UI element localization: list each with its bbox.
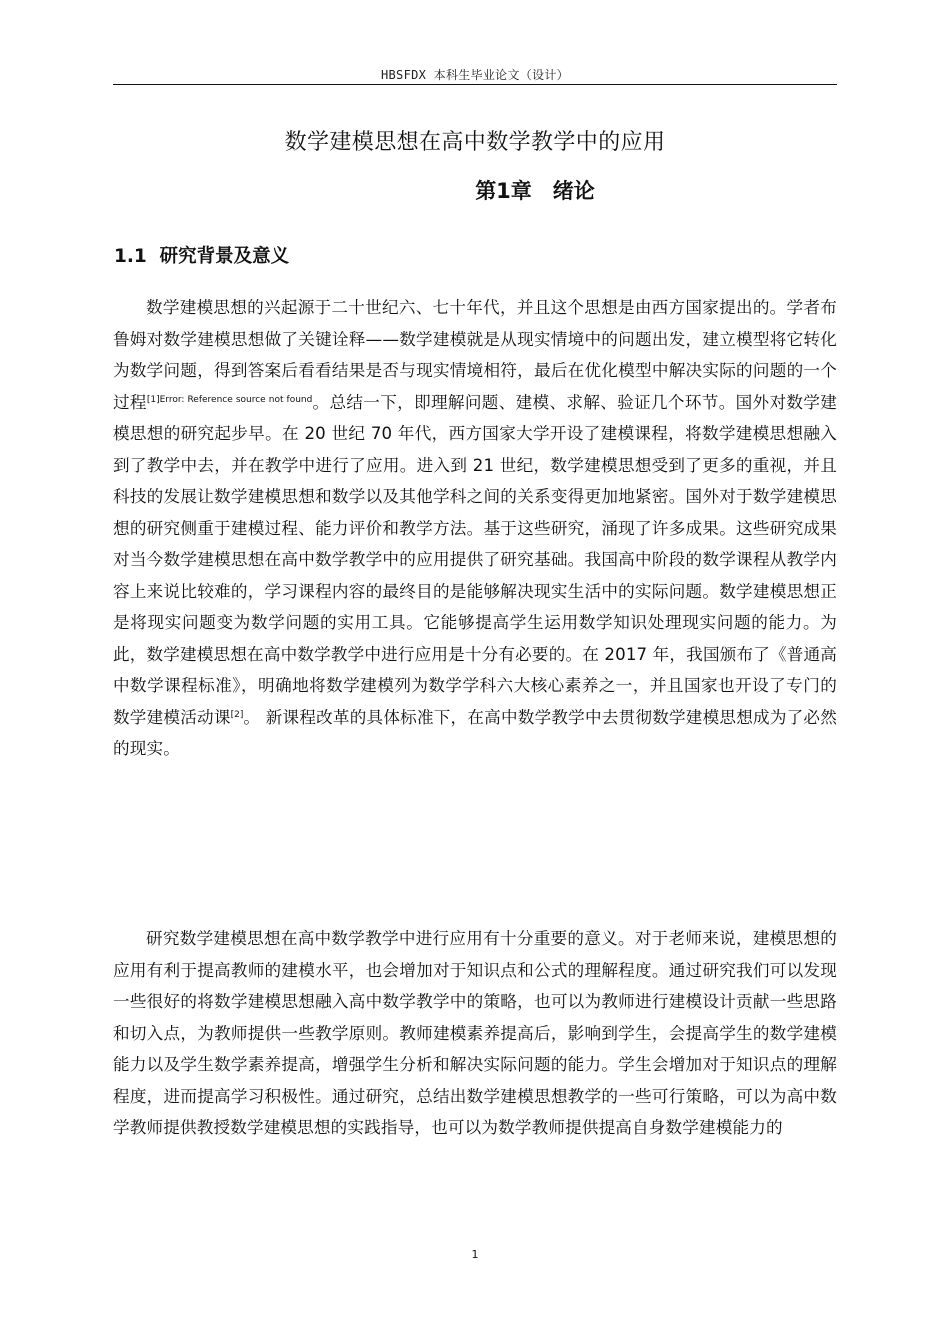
paragraph-text: 数学建模思想的兴起源于二十世纪六、七十年代，并且这个思想是由西方国家提出的。学者布鲁姆对数学建模思想做了关键诠释——数学建模就是从现实情境中的问题出发，建立模型将它转化为数学问题，得到答案后看看结果是否与现实情境相符，最后在优化模型中解决实际的问题的一个过程 xyxy=(113,298,837,412)
chapter-heading: 第1章 绪论 xyxy=(475,179,595,203)
paragraph-text: 。 新课程改革的具体标准下，在高中数学教学中去贯彻数学建模思想成为了必然的现实。 xyxy=(113,707,837,758)
section-heading: 1.1 研究背景及意义 xyxy=(114,246,290,267)
paper-title: 数学建模思想在高中数学教学中的应用 xyxy=(284,130,666,155)
running-header: HBSFDX 本科生毕业论文（设计） xyxy=(381,68,569,82)
page-number: 1 xyxy=(471,1248,479,1261)
citation-ref-1: [1]Error: Reference source not found xyxy=(146,394,313,405)
header-divider xyxy=(113,84,837,85)
body-paragraph-2: 研究数学建模思想在高中数学教学中进行应用有十分重要的意义。对于老师来说，建模思想的应用有利于提高教师的建模水平，也会增加对于知识点和公式的理解程度。通过研究我们可以发现一些很好的将数学建模思想融入高中数学教学中的策略，也可以为教师进行建模设计贡献一些思路和切入点，为教师提供一些教学原则。教师建模素养提高后，影响到学生，会提高学生的数学建模能力以及学生数学素养提高，增强学生分析和解决实际问题的能力。学生会增加对于知识点的理解程度，进而提高学习积极性。通过研究，总结出数学建模思想教学的一些可行策略，可以为高中数学教师提供教授数学建模思想的实践指导，也可以为数学教师提供提高自身数学建模能力的 xyxy=(113,929,837,1137)
citation-ref-2: [2] xyxy=(230,709,244,720)
paragraph-text: 。总结一下，即理解问题、建模、求解、验证几个环节。国外对数学建模思想的研究起步早。在 20 世纪 70 年代，西方国家大学开设了建模课程，将数学建模思想融入到了教学中去，并在教学中进行了应用。进入到 21 世纪，数学建模思想受到了更多的重视，并且科技的发展让数学建模思想和数学以及其他学科之间的关系变得更加地紧密。国外对于数学建模思想的研究侧重于建模过程、能力评价和教学方法。基于这些研究，涌现了许多成果。这些研究成果对当今数学建模思想在高中数学教学中的应用提供了研究基础。我国高中阶段的数学课程从教学内容上来说比较难的，学习课程内容的最终目的是能够解决现实生活中的实际问题。数学建模思想正是将现实问题变为数学问题的实用工具。它能够提高学生运用数学知识处理现实问题的能力。为此，数学建模思想在高中数学教学中进行应用是十分有必要的。在 2017 年，我国颁布了《普通高中数学课程标准》，明确地将数学建模列为数学学科六大核心素养之一，并且国家也开设了专门的数学建模活动课 xyxy=(113,392,838,727)
body-paragraph-1 xyxy=(113,292,837,765)
